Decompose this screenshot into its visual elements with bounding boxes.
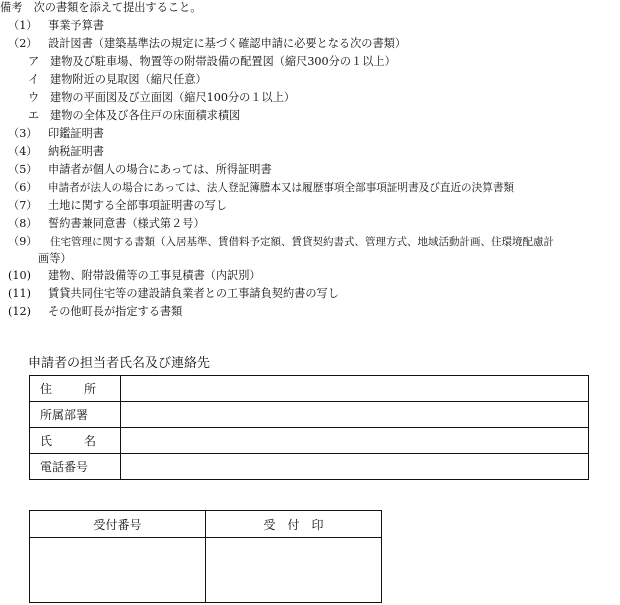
- item-text: 事業予算書: [48, 19, 104, 32]
- item-text: 建物及び駐車場、物置等の附帯設備の配置図（縮尺300分の１以上）: [50, 55, 396, 68]
- item-text: 賃貸共同住宅等の建設請負業者との工事請負契約書の写し: [48, 287, 339, 300]
- item-text: 建物、附帯設備等の工事見積書（内訳別）: [48, 269, 261, 282]
- table-row: [30, 376, 589, 402]
- address-field[interactable]: [121, 376, 589, 402]
- notes-header: 備考 次の書類を添えて提出すること。: [0, 1, 202, 14]
- receipt-stamp-field[interactable]: [206, 538, 382, 603]
- receipt-stamp-label: 受 付 印: [206, 511, 382, 538]
- name-label: [30, 428, 121, 454]
- item-number: （5）: [8, 163, 38, 176]
- item-text: 申請者が法人の場合にあっては、法人登記簿謄本又は履歴事項全部事項証明書及び直近の決算書類: [48, 182, 515, 194]
- item-number: （1）: [8, 19, 38, 32]
- contact-table: [29, 375, 589, 480]
- item-number: エ: [28, 109, 40, 122]
- receipt-table: [29, 510, 382, 603]
- item-text: 納税証明書: [48, 145, 104, 158]
- item-number: ア: [28, 55, 40, 68]
- table-row: [30, 511, 382, 538]
- item-text: 土地に関する全部事項証明書の写し: [48, 199, 228, 212]
- item-text: 申請者が個人の場合にあっては、所得証明書: [48, 163, 272, 176]
- item-number: （9）: [8, 235, 38, 248]
- address-label-a: 住: [40, 382, 53, 396]
- address-label-b: 所: [83, 382, 96, 396]
- table-row: [30, 428, 589, 454]
- name-field[interactable]: [121, 428, 589, 454]
- item-number: ウ: [28, 91, 40, 104]
- department-field[interactable]: [121, 402, 589, 428]
- name-label-a: 氏: [40, 434, 53, 448]
- phone-label: 電話番号: [30, 454, 121, 480]
- item-number: （3）: [8, 127, 38, 140]
- item-text: 印鑑証明書: [48, 127, 104, 140]
- receipt-number-label: 受付番号: [30, 511, 206, 538]
- table-row: [30, 538, 382, 603]
- item-number: イ: [28, 73, 40, 86]
- item-number: （4）: [8, 145, 38, 158]
- receipt-number-field[interactable]: [30, 538, 206, 603]
- item-text: 設計図書（建築基準法の規定に基づく確認申請に必要となる次の書類）: [48, 37, 407, 50]
- item-text: 画等）: [38, 252, 72, 265]
- department-label: 所属部署: [30, 402, 121, 428]
- item-number: (11): [8, 287, 31, 300]
- item-number: （2）: [8, 37, 38, 50]
- item-text: 誓約書兼同意書（様式第２号）: [48, 217, 205, 230]
- item-number: (10): [8, 269, 31, 282]
- contact-title: 申請者の担当者氏名及び連絡先: [28, 356, 211, 371]
- name-label-b: 名: [83, 434, 96, 448]
- item-number: （6）: [8, 181, 38, 194]
- item-number: （8）: [8, 217, 38, 230]
- item-number: （7）: [8, 199, 38, 212]
- item-text: 住宅管理に関する書類（入居基準、賃借料予定額、賃貸契約書式、管理方式、地域活動計画、住環境配慮計: [50, 236, 554, 248]
- table-row: [30, 454, 589, 480]
- table-row: [30, 402, 589, 428]
- address-label: [30, 376, 121, 402]
- item-text: 建物の平面図及び立面図（縮尺100分の１以上）: [50, 91, 296, 104]
- item-text: その他町長が指定する書類: [48, 305, 183, 318]
- item-number: (12): [8, 305, 31, 318]
- item-text: 建物の全体及び各住戸の床面積求積図: [50, 109, 241, 122]
- item-text: 建物附近の見取図（縮尺任意）: [50, 73, 207, 86]
- phone-field[interactable]: [121, 454, 589, 480]
